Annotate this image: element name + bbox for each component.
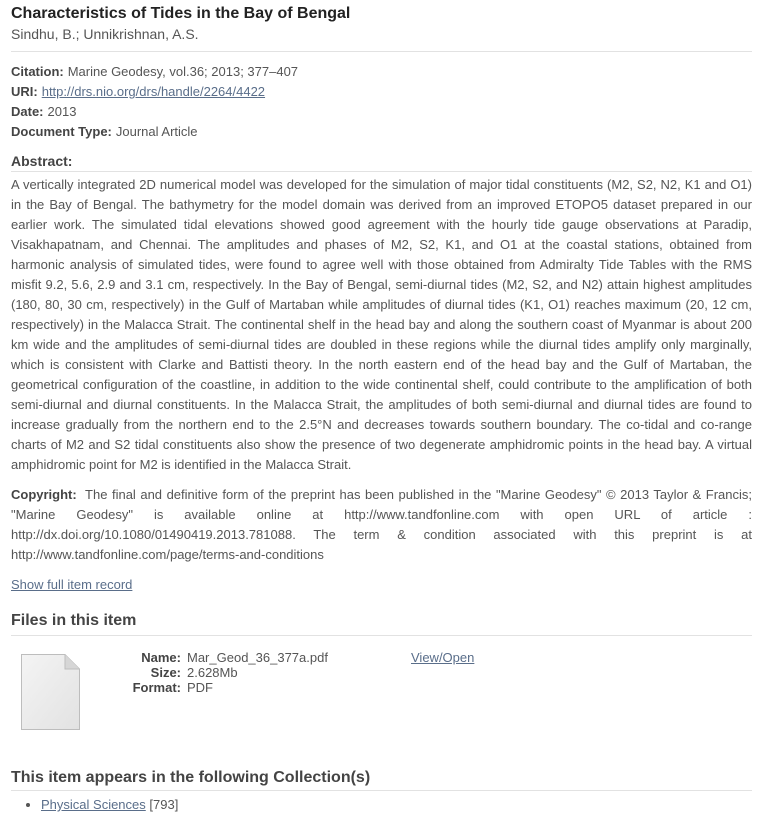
files-heading: Files in this item [11, 611, 752, 636]
view-open-link[interactable]: View/Open [411, 650, 475, 665]
collections-list [11, 795, 752, 815]
file-row [11, 636, 752, 746]
file-format-row [129, 680, 328, 695]
date-value: 2013 [47, 104, 77, 119]
doctype-label: Document Type: [11, 124, 112, 139]
citation-row [11, 62, 752, 82]
show-full-record-link[interactable]: Show full item record [11, 577, 133, 592]
file-name-value: Mar_Geod_36_377a.pdf [187, 650, 328, 665]
collection-link-physical-sciences[interactable]: Physical Sciences [41, 797, 146, 812]
copyright-text: The final and definitive form of the preprint has been published in the "Marine Geodesy" © 2013 Taylor & Francis; "Marine Geodesy" is available online at http://www.tandfonline.com with open URL of article : http://dx.doi.org/10.1080/01490419.2013.781088. The term & condition associated with this preprint is at http://www.tandfonline.com/page/terms-and-conditions [11, 487, 752, 562]
file-format-label: Format: [132, 680, 181, 695]
uri-link[interactable]: http://drs.nio.org/drs/handle/2264/4422 [41, 84, 266, 99]
item-authors: Sindhu, B.; Unnikrishnan, A.S. [11, 24, 752, 52]
collection-item [41, 795, 752, 815]
copyright-block [11, 485, 752, 565]
uri-label: URI: [11, 84, 38, 99]
file-size-row [129, 665, 328, 680]
file-info [129, 650, 328, 695]
file-size-value: 2.628Mb [187, 665, 238, 680]
doctype-value: Journal Article [115, 124, 198, 139]
doctype-row [11, 122, 752, 142]
abstract-heading: Abstract: [11, 152, 752, 172]
document-file-icon[interactable] [20, 653, 81, 731]
citation-label: Citation: [11, 64, 64, 79]
file-name-label: Name: [141, 650, 181, 665]
date-label: Date: [11, 104, 44, 119]
abstract-text: A vertically integrated 2D numerical model was developed for the simulation of major tidal constituents (M2, S2, N2, K1 and O1) in the Bay of Bengal. The bathymetry for the model domain was derived from an improved ETOPO5 dataset prepared in our earlier work. The simulated tidal elevations showed good agreement with the hourly tide gauge observations at Paradip, Visakhapatnam, and Chennai. The amplitudes and phases of M2, S2, K1, and O1 at the coastal stations, obtained from harmonic analysis of simulated tides, were found to agree well with those obtained from Admiralty Tide Tables with the RMS misfit 9.2, 5.6, 2.9 and 3.1 cm, respectively. In the Bay of Bengal, semi-diurnal tides (M2, S2, and N2) attain highest amplitudes (180, 80, 30 cm, respectively) in the Gulf of Martaban while amplitudes of diurnal tides (K1, O1) reaches maximum (20, 12 cm, respectively) in the Malacca Strait. The continental shelf in the head bay and along the southern coast of Myanmar is about 200 km wide and the amplitudes of semi-diurnal tides are doubled in these regions while the diurnal tides amplify only marginally, which is consistent with Clarke and Battisti theory. In the north eastern end of the head bay and the Gulf of Martaban, the geometrical configuration of the coastline, in addition to the wide continental shelf, could contribute to the amplification of both semi-diurnal and diurnal constituents. In the Malacca Strait, the amplitudes of both semi-diurnal and diurnal tides are found to increase gradually from the northern end to the 2.5°N and decreases towards southern boundary. The co-tidal and co-range charts of M2 and S2 tidal constituents also show the presence of two degenerate amphidromic points in the head bay. A virtual amphidromic point for M2 is identified in the Malacca Strait. [11, 177, 752, 472]
metadata-section [11, 62, 752, 142]
item-title: Characteristics of Tides in the Bay of Bengal [11, 5, 351, 22]
file-size-label: Size: [150, 665, 181, 680]
citation-value: Marine Geodesy, vol.36; 2013; 377–407 [67, 64, 299, 79]
file-format-value: PDF [187, 680, 213, 695]
uri-row [11, 82, 752, 102]
collection-count: [793] [149, 797, 179, 812]
copyright-label: Copyright: [11, 487, 77, 502]
date-row [11, 102, 752, 122]
collections-heading: This item appears in the following Collection(s) [11, 768, 752, 791]
file-name-row [129, 650, 328, 665]
item-page [0, 4, 752, 815]
